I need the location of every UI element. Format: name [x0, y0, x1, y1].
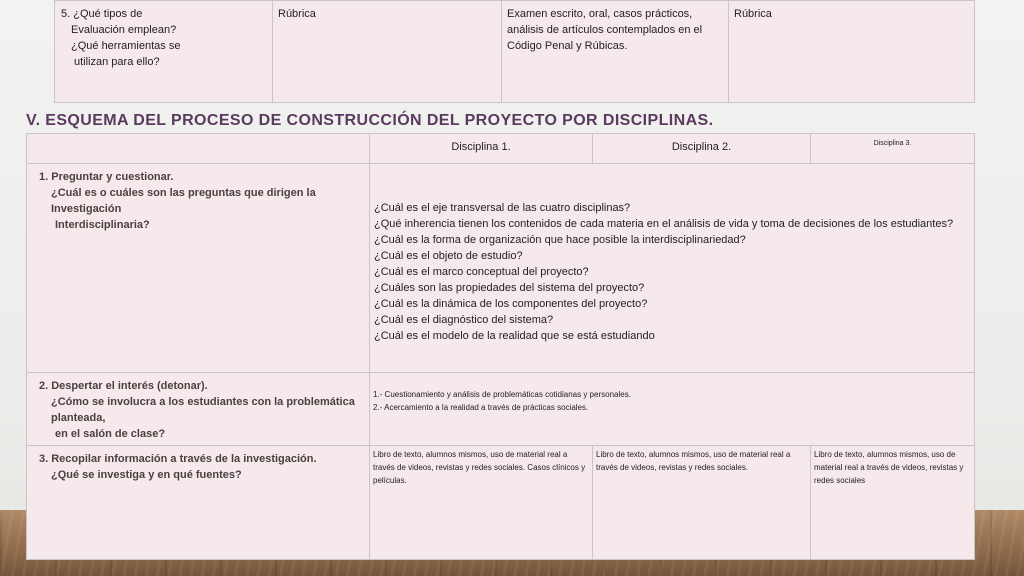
header-discipline-1: Disciplina 1. [370, 134, 593, 164]
question-line: ¿Qué herramientas se [71, 40, 181, 52]
step-question: en el salón de clase? [55, 428, 166, 440]
answer-line: 1.- Cuestionamiento y análisis de problemáticas cotidianas y personales. [373, 390, 631, 399]
table-row [27, 373, 975, 446]
table-row [27, 164, 975, 373]
step-2-answers-cell [370, 373, 975, 446]
step-title: 2. Despertar el interés (detonar). [39, 380, 208, 392]
question-line: 5. ¿Qué tipos de [61, 8, 143, 20]
header-discipline-2: Disciplina 2. [593, 134, 811, 164]
disciplines-table [26, 133, 975, 560]
evaluation-cell-3: Examen escrito, oral, casos prácticos, análisis de artículos contemplados en el Código Penal y Rúbicas. [502, 1, 729, 103]
step-2-question-cell [27, 373, 370, 446]
step-1-answers-cell [370, 164, 975, 373]
step-3-question-cell [27, 446, 370, 560]
step-question: ¿Cuál es o cuáles son las preguntas que dirigen la Investigación [51, 187, 316, 215]
step-question: ¿Cómo se involucra a los estudiantes con la problemática planteada, [51, 396, 355, 424]
empty-header-cell [27, 134, 370, 164]
answer-line: ¿Cuáles son las propiedades del sistema del proyecto? [374, 282, 645, 294]
table-header-row [27, 134, 975, 164]
step-1-question-cell [27, 164, 370, 373]
answer-line: ¿Cuál es el eje transversal de las cuatro disciplinas? [374, 202, 631, 214]
step-question: ¿Qué se investiga y en qué fuentes? [51, 469, 242, 481]
step-3-discipline-1-cell: Libro de texto, alumnos mismos, uso de material real a través de videos, revistas y redes sociales. Casos clínicos y películas. [370, 446, 593, 560]
step-3-discipline-2-cell: Libro de texto, alumnos mismos, uso de material real a través de videos, revistas y redes sociales. [593, 446, 811, 560]
answer-line: 2.- Acercamiento a la realidad a través de prácticas sociales. [373, 403, 589, 412]
evaluation-cell-4: Rúbrica [729, 1, 975, 103]
step-title: 1. Preguntar y cuestionar. [39, 171, 174, 183]
answer-line: ¿Cuál es la forma de organización que hace posible la interdisciplinariedad? [374, 234, 746, 246]
step-3-discipline-3-cell: Libro de texto, alumnos mismos, uso de material real a través de videos, revistas y redes sociales [811, 446, 975, 560]
header-discipline-3: Disciplina 3. [811, 134, 975, 164]
step-title: 3. Recopilar información a través de la investigación. [39, 453, 317, 465]
question-line: Evaluación emplean? [71, 24, 177, 36]
section-title: V. ESQUEMA DEL PROCESO DE CONSTRUCCIÓN DEL PROYECTO POR DISCIPLINAS. [26, 112, 714, 129]
answer-line: ¿Cuál es el objeto de estudio? [374, 250, 523, 262]
evaluation-cell-2: Rúbrica [273, 1, 502, 103]
answer-line: ¿Cuál es el diagnóstico del sistema? [374, 314, 554, 326]
answer-line: ¿Cuál es la dinámica de los componentes del proyecto? [374, 298, 648, 310]
table-row [55, 1, 975, 103]
table-row [27, 446, 975, 560]
step-question: Interdisciplinaria? [55, 219, 150, 231]
answer-line: ¿Qué inherencia tienen los contenidos de cada materia en el análisis de vida y toma de decisiones de los estudiantes? [374, 218, 954, 230]
answer-line: ¿Cuál es el modelo de la realidad que se está estudiando [374, 330, 655, 342]
evaluation-table [54, 0, 975, 103]
answer-line: ¿Cuál es el marco conceptual del proyecto? [374, 266, 589, 278]
evaluation-question-cell [55, 1, 273, 103]
question-line: utilizan para ello? [74, 56, 160, 68]
